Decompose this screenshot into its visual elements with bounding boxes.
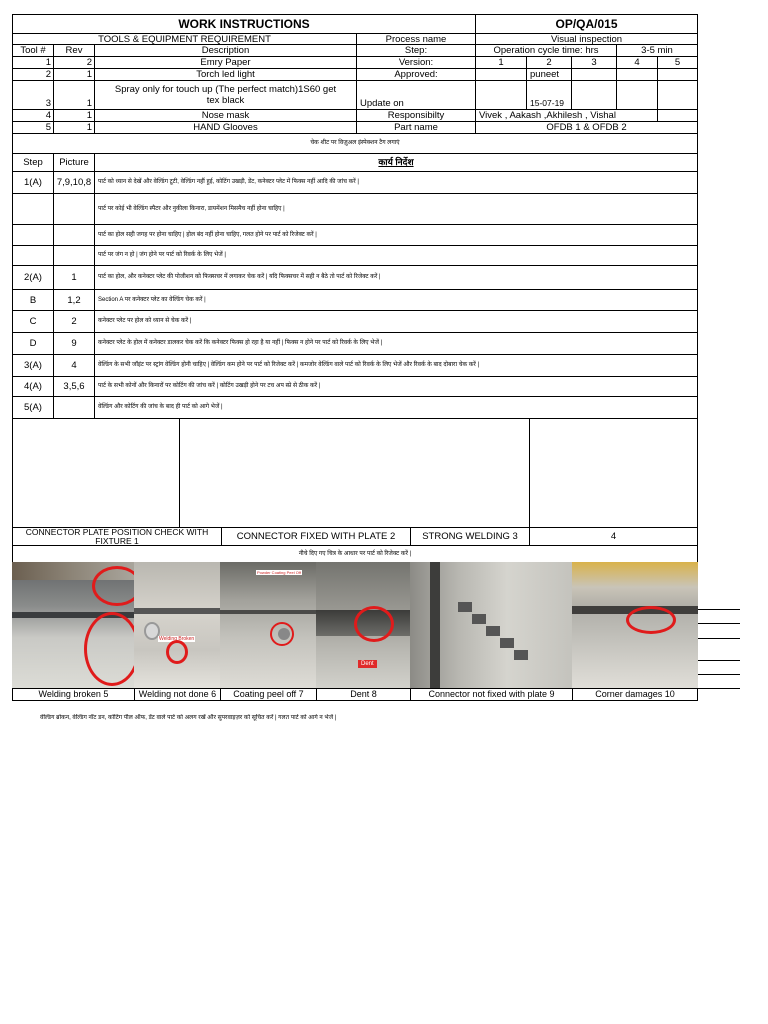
update-cell-5	[657, 80, 698, 110]
tool-4-rev: 1	[53, 109, 95, 122]
instruction-step: 2(A)	[12, 265, 54, 290]
version-1: 1	[475, 56, 527, 69]
defect-marker-circle	[354, 606, 394, 642]
picture-slot-1	[12, 418, 180, 528]
instruction-text: कनेक्टर प्लेट पर होल को ध्यान से चेक करें |	[94, 310, 698, 333]
footer-note: वेल्डिंग ब्रोकन, वेल्डिंग नॉट डन, कोटिंग पील ऑफ, डेंट वाले पार्ट को अलग रखें और सुपरवाइज़र को सूचित करें | गलत पार्ट को आगे न भेजें |	[40, 715, 337, 721]
instruction-text: पार्ट का होल सही जगह पर होना चाहिए | होल बंद नहीं होना चाहिए, गलत होने पर पार्ट को रिजेक्ट करें |	[94, 224, 698, 246]
update-label: Update on	[356, 80, 476, 110]
instruction-step: 3(A)	[12, 354, 54, 377]
instruction-text: पार्ट का होल, और कनेक्टर प्लेट की पोजीशन को फिक्सचर में लगाकर चेक करें | यदि फिक्सचर में सही न बैठे तो पार्ट को रिजेक्ट करें |	[94, 265, 698, 290]
responsibility-label: Responsibilty	[356, 109, 476, 122]
grid-line	[698, 674, 740, 675]
instruction-picture-ref	[53, 193, 95, 225]
photo-coating-peel-off	[220, 562, 316, 688]
instruction-text: पार्ट पर कोई भी वेल्डिंग स्पैटर और नुकीला किनारा, डायमेंशन मिसमैच नहीं होना चाहिए |	[94, 193, 698, 225]
instruction-picture-ref	[53, 245, 95, 266]
version-2: 2	[526, 56, 572, 69]
grid-line	[698, 623, 740, 624]
instruction-picture-ref: 4	[53, 354, 95, 377]
instruction-step	[12, 245, 54, 266]
picture-slot-3	[529, 418, 698, 528]
tool-2-description: Torch led light	[94, 68, 357, 81]
responsibility-value: Vivek , Aakash ,Akhilesh , Vishal	[475, 109, 658, 122]
instruction-picture-ref	[53, 224, 95, 246]
update-cell-3	[571, 80, 617, 110]
version-5: 5	[657, 56, 698, 69]
tool-5-description: HAND Glooves	[94, 121, 357, 134]
photo-welding-broken	[12, 562, 134, 688]
defect-marker-circle	[626, 606, 676, 634]
instruction-text: वेल्डिंग के सभी जॉइंट पर स्ट्रांग वेल्डिंग होनी चाहिए | वेल्डिंग कम होने पर पार्ट को रिजेक्ट करें | कमजोर वेल्डिंग वाले पार्ट को रिवर्क के लिए भेजें और रिवर्क के बाद दोबारा चेक करें |	[94, 354, 698, 377]
defect-marker-circle	[92, 566, 134, 606]
part-name-value: OFDB 1 & OFDB 2	[475, 121, 698, 134]
instruction-text: पार्ट को ध्यान से देखें और वेल्डिंग टूटी, वेल्डिंग नहीं हुई, कोटिंग उखड़ी, डेंट, कनेक्टर प्लेट में फिक्स नहीं आदि की जांच करें |	[94, 171, 698, 194]
cycle-time-label: Operation cycle time: hrs	[475, 44, 617, 57]
defect-marker-circle	[84, 612, 134, 686]
instruction-step: 4(A)	[12, 376, 54, 397]
defect-marker-circle	[166, 640, 188, 664]
instruction-step: B	[12, 289, 54, 311]
instruction-text: वेल्डिंग और कोटिंग की जांच के बाद ही पार्ट को आगे भेजें |	[94, 396, 698, 419]
version-label: Version:	[356, 56, 476, 69]
rev-header: Rev	[53, 44, 95, 57]
instruction-step	[12, 224, 54, 246]
caption-coating-peel-off: Coating peel off 7	[220, 688, 317, 701]
photo-connector-not-fixed	[410, 562, 572, 688]
grid-line	[698, 660, 740, 661]
tag-instruction-banner: चेक शीट पर विज़ुअल इंस्पेक्शन टैग लगाएं	[12, 133, 698, 154]
caption-dent: Dent 8	[316, 688, 411, 701]
picture-column-header: Picture	[53, 153, 95, 172]
tool-1-rev: 2	[53, 56, 95, 69]
picture-slot-2	[179, 418, 530, 528]
tool-3-description: Spray only for touch up (The perfect match)1S60 get tex black	[94, 80, 357, 110]
instruction-picture-ref: 1	[53, 265, 95, 290]
photo-welding-not-done	[134, 562, 220, 688]
tools-section-title: TOOLS & EQUIPMENT REQUIREMENT	[12, 33, 357, 45]
instruction-picture-ref: 3,5,6	[53, 376, 95, 397]
tool-4-description: Nose mask	[94, 109, 357, 122]
tool-2-rev: 1	[53, 68, 95, 81]
caption-welding-broken: Welding broken 5	[12, 688, 135, 701]
caption-welding-not-done: Welding not done 6	[134, 688, 221, 701]
grid-line	[698, 688, 740, 689]
tool-3-rev: 1	[53, 80, 95, 110]
process-name-value: Visual inspection	[475, 33, 698, 45]
tool-1-description: Emry Paper	[94, 56, 357, 69]
tool-5-rev: 1	[53, 121, 95, 134]
work-instruction-header: कार्य निर्देश	[94, 153, 698, 172]
caption-fixture-check: CONNECTOR PLATE POSITION CHECK WITH FIXTURE 1	[12, 527, 222, 546]
instruction-text: पार्ट पर जंग न हो | जंग होने पर पार्ट को रिवर्क के लिए भेजें |	[94, 245, 698, 266]
defect-marker-circle	[270, 622, 294, 646]
tool-number-header: Tool #	[12, 44, 54, 57]
part-name-label: Part name	[356, 121, 476, 134]
instruction-picture-ref: 1,2	[53, 289, 95, 311]
photo-label-coating: Powder Coating Peel Off	[257, 570, 301, 575]
instruction-step: D	[12, 332, 54, 355]
instruction-picture-ref: 9	[53, 332, 95, 355]
approved-label: Approved:	[356, 68, 476, 81]
photo-label-dent: Dent	[358, 660, 377, 668]
update-blank	[475, 80, 527, 110]
caption-strong-welding: STRONG WELDING 3	[410, 527, 530, 546]
step-label: Step:	[356, 44, 476, 57]
update-cell-4	[616, 80, 658, 110]
update-value: 15-07-19	[526, 80, 572, 110]
description-header: Description	[94, 44, 357, 57]
tool-4-number: 4	[12, 109, 54, 122]
version-3: 3	[571, 56, 617, 69]
defect-reject-banner: नीचे दिए गए चित्र के आधार पर पार्ट को रिजेक्ट करें |	[12, 545, 698, 563]
instruction-step	[12, 193, 54, 225]
instruction-step: 5(A)	[12, 396, 54, 419]
sheet-title: WORK INSTRUCTIONS	[12, 14, 476, 34]
caption-connector-fixed: CONNECTOR FIXED WITH PLATE 2	[221, 527, 411, 546]
caption-picture-4: 4	[529, 527, 698, 546]
grid-line	[698, 638, 740, 639]
version-4: 4	[616, 56, 658, 69]
tool-5-number: 5	[12, 121, 54, 134]
caption-corner-damages: Corner damages 10	[572, 688, 698, 701]
photo-label-welding: Welding Broken	[159, 636, 195, 642]
cycle-time-value: 3-5 min	[616, 44, 698, 57]
instruction-text: Section A पर कनेक्टर प्लेट का वेल्डिंग चेक करें |	[94, 289, 698, 311]
photo-corner-damages	[572, 562, 698, 688]
caption-connector-not-fixed: Connector not fixed with plate 9	[410, 688, 573, 701]
instruction-picture-ref: 2	[53, 310, 95, 333]
step-column-header: Step	[12, 153, 54, 172]
photo-dent	[316, 562, 410, 688]
tool-1-number: 1	[12, 56, 54, 69]
instruction-step: C	[12, 310, 54, 333]
approved-value: puneet	[526, 68, 572, 81]
instruction-step: 1(A)	[12, 171, 54, 194]
document-number: OP/QA/015	[475, 14, 698, 34]
grid-line	[698, 609, 740, 610]
tool-2-number: 2	[12, 68, 54, 81]
process-name-label: Process name	[356, 33, 476, 45]
instruction-picture-ref: 7,9,10,8	[53, 171, 95, 194]
instruction-picture-ref	[53, 396, 95, 419]
instruction-text: पार्ट के सभी कोनों और किनारों पर कोटिंग की जांच करें | कोटिंग उखड़ी होने पर टच अप स्प्रे से ठीक करें |	[94, 376, 698, 397]
tool-3-number: 3	[12, 80, 54, 110]
instruction-text: कनेक्टर प्लेट के होल में कनेक्टर डालकर चेक करें कि कनेक्टर फिक्स हो रहा है या नहीं | फिक्स न होने पर पार्ट को रिवर्क के लिए भेजें |	[94, 332, 698, 355]
